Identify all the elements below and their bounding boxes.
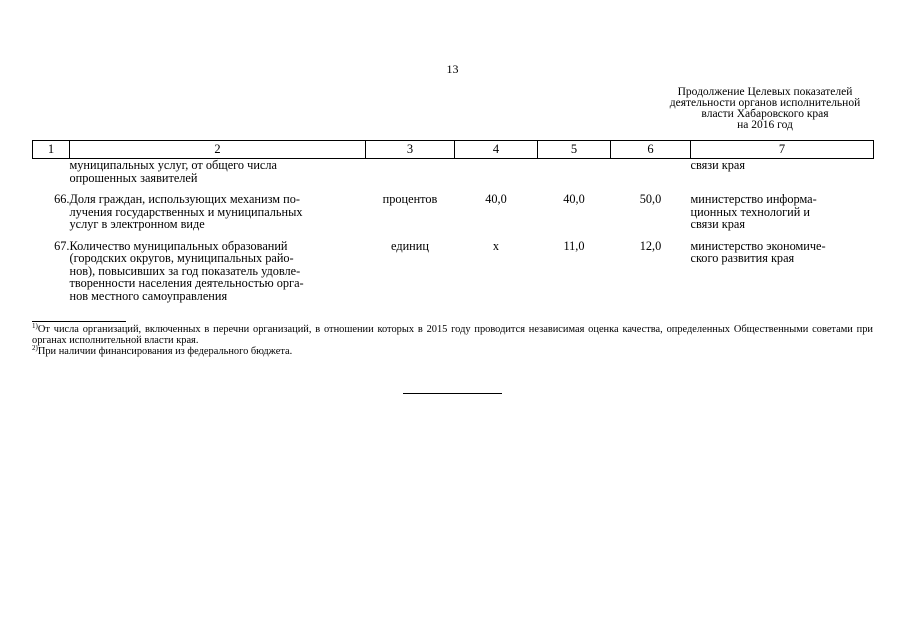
text-line: муниципальных услуг, от общего числа [69, 158, 277, 172]
continuation-line: на 2016 год [737, 119, 793, 131]
footnote-mark: 1) [32, 322, 38, 330]
unit-cell: единиц [391, 238, 429, 253]
footnote-mark: 2) [32, 344, 38, 352]
column-header: 6 [611, 141, 691, 159]
text-line: творенности населения деятельностью орга- [69, 276, 304, 290]
table-row [33, 184, 874, 231]
indicators-table [32, 140, 874, 302]
value-cell: 11,0 [563, 238, 585, 253]
page-number: 13 [446, 62, 459, 76]
indicator-name [70, 184, 366, 231]
column-header: 3 [366, 141, 455, 159]
continuation-line: власти Хабаровского края [701, 108, 829, 120]
row-number [33, 159, 70, 185]
table-row [33, 159, 874, 185]
text-line: связи края [690, 217, 746, 231]
column-header: 7 [691, 141, 874, 159]
value-cell: 50,0 [639, 192, 662, 206]
text-line: связи края [690, 158, 746, 172]
text-line: министерство информа- [690, 192, 817, 206]
continuation-line: деятельности органов исполнительной [669, 97, 861, 109]
value-cell: 40,0 [563, 192, 585, 206]
indicator-name [70, 159, 366, 185]
value-cell [455, 159, 538, 185]
value-cell: 40,0 [485, 192, 507, 206]
header-row [33, 141, 874, 159]
text-line: лучения государственных и муниципальных [69, 204, 303, 219]
continuation-line: Продолжение Целевых показателей [677, 86, 853, 98]
column-header: 1 [33, 141, 70, 159]
text-line: министерство экономиче- [690, 238, 826, 253]
text-line: (городских округов, муниципальных райо- [69, 251, 294, 265]
indicator-name [70, 231, 366, 303]
footnote-1 [32, 324, 873, 346]
row-number: 66. [54, 192, 70, 206]
responsible-cell [691, 159, 874, 185]
footnote-text: От числа организаций, включенных в перечни организаций, в отношении которых в 2015 году проводится независимая оценка качества, определенных Общественными советами при органах исполнительной власти края. [32, 324, 873, 346]
footnote-divider [32, 321, 126, 322]
responsible-cell [691, 231, 874, 303]
text-line: нов), повысивших за год показатель удовле- [69, 263, 301, 278]
column-header: 2 [70, 141, 366, 159]
table-row [33, 231, 874, 303]
text-line: Доля граждан, использующих механизм по- [69, 192, 300, 206]
value-cell: 12,0 [639, 238, 662, 253]
text-line: нов местного самоуправления [69, 288, 228, 303]
footnote-text: При наличии финансирования из федерального бюджета. [37, 346, 293, 357]
value-cell [611, 159, 691, 185]
footnote-2 [32, 346, 873, 357]
text-line: опрошенных заявителей [69, 170, 198, 185]
value-cell [538, 159, 611, 185]
column-header: 5 [538, 141, 611, 159]
continuation-heading [640, 87, 890, 131]
text-line: ционных технологий и [690, 204, 810, 219]
text-line: услуг в электронном виде [69, 217, 205, 231]
text-line: ского развития края [690, 251, 795, 265]
value-cell: x [492, 238, 500, 253]
row-number: 67. [54, 238, 70, 253]
unit-cell [366, 159, 455, 185]
footnotes [32, 324, 873, 357]
text-line: Количество муниципальных образований [69, 238, 288, 253]
unit-cell: процентов [382, 192, 438, 206]
column-header: 4 [455, 141, 538, 159]
responsible-cell [691, 184, 874, 231]
end-divider [403, 393, 502, 394]
